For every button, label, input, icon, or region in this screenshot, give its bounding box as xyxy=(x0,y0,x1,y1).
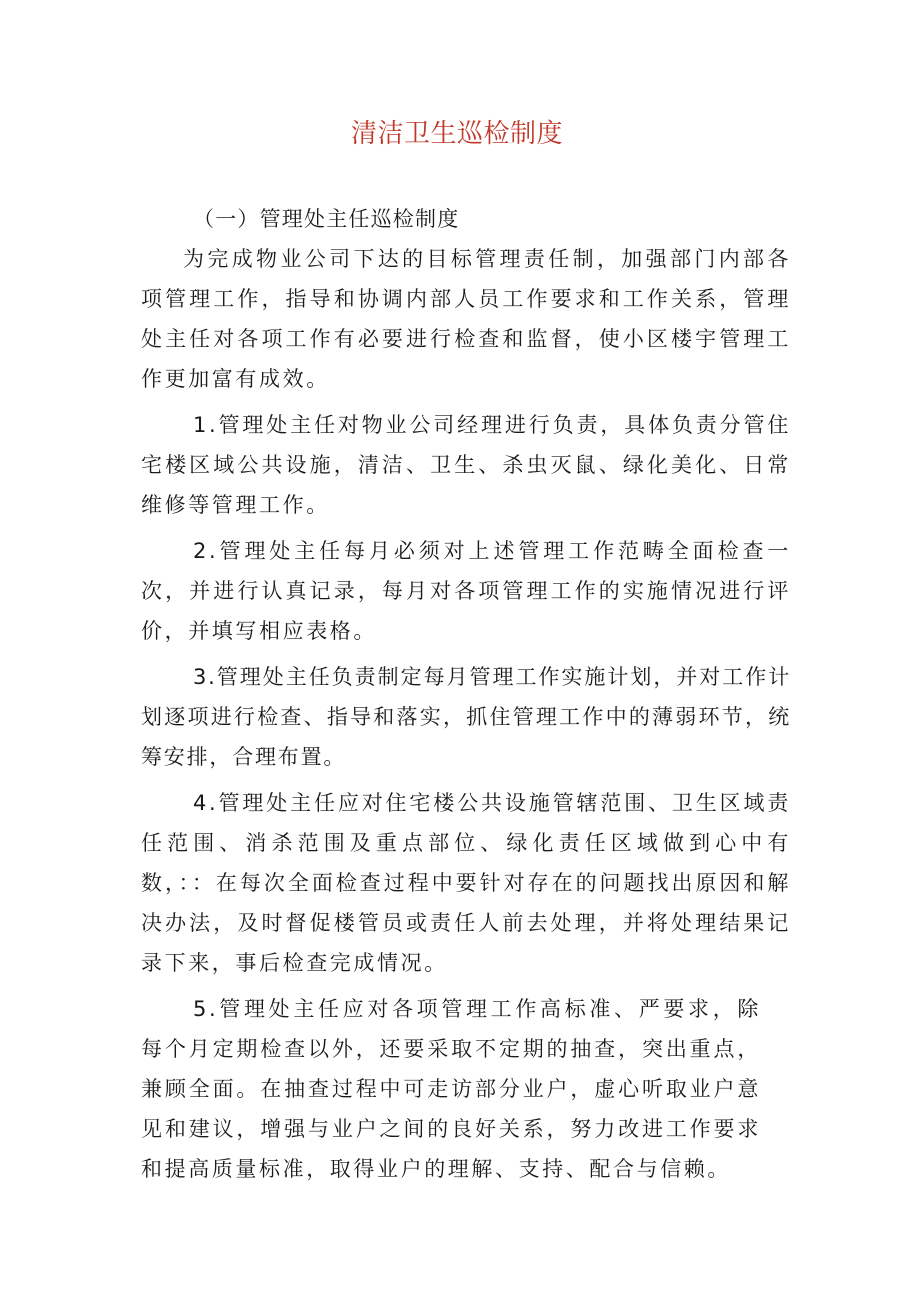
document-title: 清洁卫生巡检制度 xyxy=(350,119,563,149)
intro-paragraph: 为完成物业公司下达的目标管理责任制，加强部门内部各项管理工作，指导和协调内部人员工作要求和工作关系，管理处主任对各项工作有必要进行检查和监督，使小区楼宇管理工作更加富有成效。 xyxy=(141,247,791,391)
section-heading: （一）管理处主任巡检制度 xyxy=(193,207,460,231)
list-item: 5.管理处主任应对各项管理工作高标准、严要求，除每个月定期检查以外，还要采取不定期的抽查，突出重点，兼顾全面。在抽查过程中可走访部分业户，虚心听取业户意见和建议，增强与业户之间的良好关系，努力改进工作要求和提高质量标准，取得业户的理解、支持、配合与信赖。 xyxy=(141,997,761,1181)
list-item: 3.管理处主任负责制定每月管理工作实施计划，并对工作计划逐项进行检查、指导和落实，抓住管理工作中的薄弱环节，统筹安排，合理布置。 xyxy=(141,665,791,769)
document-body xyxy=(141,199,791,1189)
list-item: 4.管理处主任应对住宅楼公共设施管辖范围、卫生区域责任范围、消杀范围及重点部位、绿化责任区域做到心中有数，：：在每次全面检查过程中要针对存在的问题找出原因和解决办法，及时督促楼管员或责任人前去处理，并将处理结果记录下来，事后检查完成情况。 xyxy=(141,791,791,975)
list-item: 2.管理处主任每月必须对上述管理工作范畴全面检查一次，并进行认真记录，每月对各项管理工作的实施情况进行评价，并填写相应表格。 xyxy=(141,539,791,643)
list-item: 1.管理处主任对物业公司经理进行负责，具体负责分管住宅楼区域公共设施，清洁、卫生、杀虫灭鼠、绿化美化、日常维修等管理工作。 xyxy=(141,413,791,517)
